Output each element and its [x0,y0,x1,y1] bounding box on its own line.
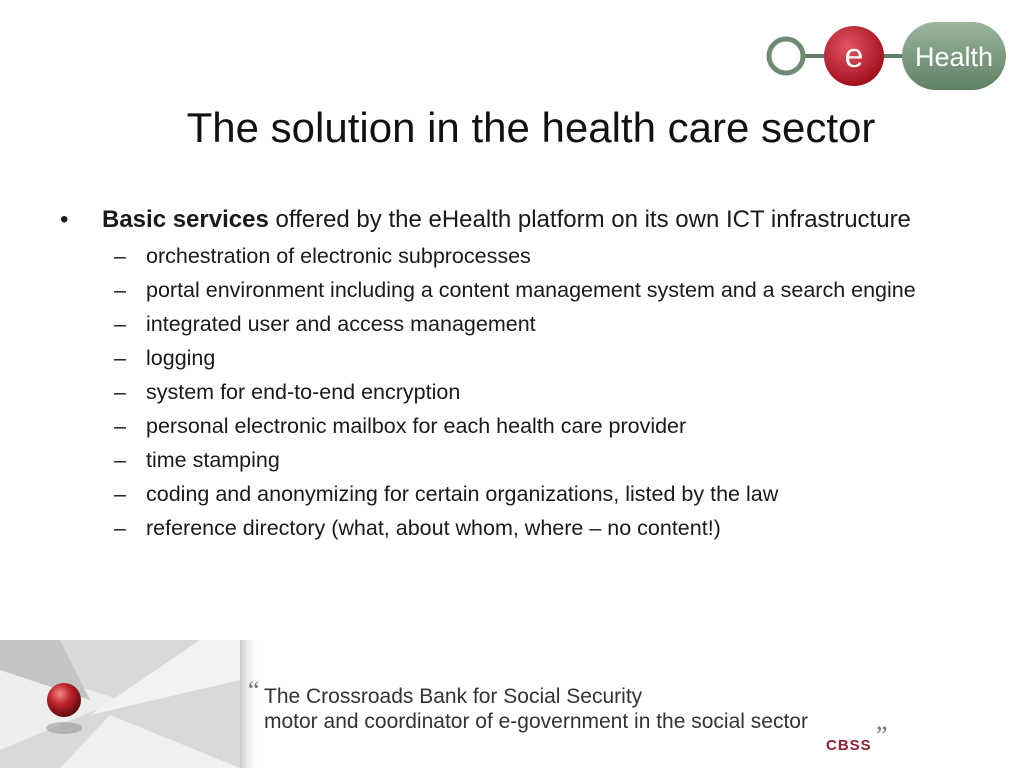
list-item-text: orchestration of electronic subprocesses [146,244,531,268]
slide-body [60,204,960,549]
list-item-text: portal environment including a content management system and a search engine [146,278,916,302]
list-item [114,413,960,440]
footer-quote [264,684,808,734]
dash-marker: – [114,482,126,506]
sub-bullet-list [60,243,960,542]
list-item-text: personal electronic mailbox for each health care provider [146,414,687,438]
list-item [114,481,960,508]
cbss-brand: CBSS [826,737,872,754]
list-item [114,277,960,304]
dash-marker: – [114,244,126,268]
list-item [114,345,960,372]
slide-title: The solution in the health care sector [186,104,876,151]
footer-line-1: The Crossroads Bank for Social Security [264,685,643,708]
dash-marker: – [114,414,126,438]
bullet-marker: • [60,206,69,233]
list-item-text: time stamping [146,448,280,472]
dash-marker: – [114,278,126,302]
footer-line-2: motor and coordinator of e-government in the social sector [264,710,808,733]
list-item-text: integrated user and access management [146,312,536,336]
list-item-text: reference directory (what, about whom, where – no content!) [146,516,721,540]
bullet-bold-text: Basic services [102,206,269,233]
dash-marker: – [114,448,126,472]
open-quote-mark: “ [248,676,260,705]
red-sphere [47,683,81,717]
bullet-text: offered by the eHealth platform on its own ICT infrastructure [268,206,911,233]
list-item-text: coding and anonymizing for certain organizations, listed by the law [146,482,779,506]
dash-marker: – [114,312,126,336]
list-item [114,515,960,542]
logo-word: Health [914,42,994,72]
list-item [114,379,960,406]
list-item-text: logging [146,346,216,370]
dash-marker: – [114,346,126,370]
logo-letter: e [844,37,864,75]
dash-marker: – [114,380,126,404]
list-item [114,311,960,338]
list-item-text: system for end-to-end encryption [146,380,461,404]
dash-marker: – [114,516,126,540]
ehealth-logo [764,18,1008,94]
list-item [114,243,960,270]
list-item [114,447,960,474]
close-quote-mark: „ [876,706,888,735]
main-bullet [60,204,960,235]
